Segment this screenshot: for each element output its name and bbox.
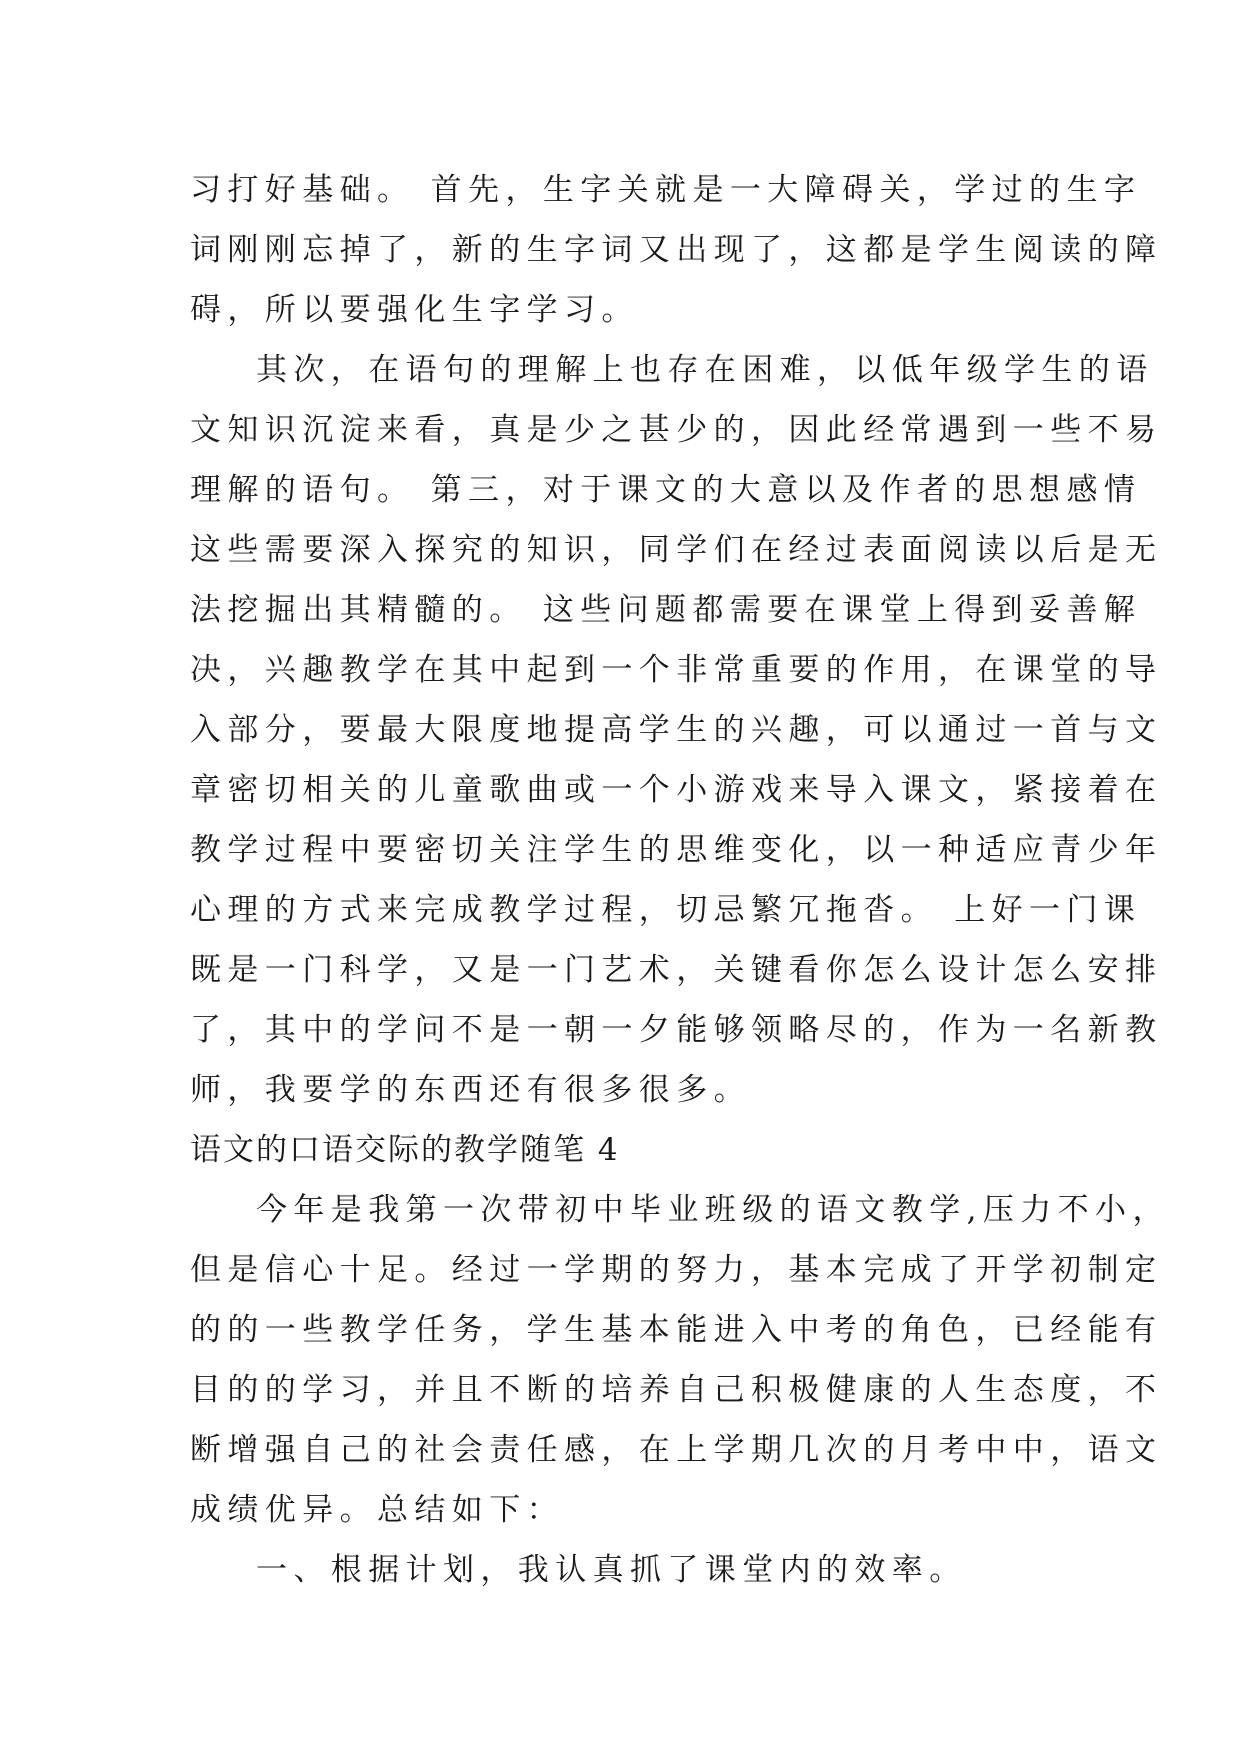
section-heading: 语文的口语交际的教学随笔 4 — [190, 1132, 620, 1168]
paragraph-start-line: 一、根据计划，我认真抓了课堂内的效率。 — [256, 1552, 967, 1588]
text-line: 法挖掘出其精髓的。 这些问题都需要在课堂上得到妥善解 — [190, 592, 1142, 628]
text-line: 的的一些教学任务，学生基本能进入中考的角色，已经能有 — [190, 1312, 1163, 1348]
text-line: 习打好基础。 首先，生字关就是一大障碍关，学过的生字 — [190, 172, 1142, 208]
paragraph-start-line: 其次，在语句的理解上也存在困难，以低年级学生的语 — [256, 352, 1154, 388]
text-line: 断增强自己的社会责任感，在上学期几次的月考中中，语文 — [190, 1432, 1163, 1468]
text-line: 文知识沉淀来看，真是少之甚少的，因此经常遇到一些不易 — [190, 412, 1163, 448]
paragraph-start-line: 今年是我第一次带初中毕业班级的语文教学,压力不小， — [256, 1192, 1170, 1228]
text-line: 教学过程中要密切关注学生的思维变化，以一种适应青少年 — [190, 832, 1163, 868]
text-line: 心理的方式来完成教学过程，切忌繁冗拖沓。 上好一门课 — [190, 892, 1142, 928]
text-line: 目的的学习，并且不断的培养自己积极健康的人生态度，不 — [190, 1372, 1163, 1408]
text-line: 师，我要学的东西还有很多很多。 — [190, 1072, 751, 1108]
text-line: 碍，所以要强化生字学习。 — [190, 292, 639, 328]
text-line: 既是一门科学，又是一门艺术，关键看你怎么设计怎么安排 — [190, 952, 1163, 988]
text-line: 了，其中的学问不是一朝一夕能够领略尽的，作为一名新教 — [190, 1012, 1163, 1048]
text-line: 成绩优异。总结如下： — [190, 1492, 564, 1528]
text-line: 理解的语句。 第三，对于课文的大意以及作者的思想感情 — [190, 472, 1142, 508]
text-line: 但是信心十足。经过一学期的努力，基本完成了开学初制定 — [190, 1252, 1163, 1288]
text-line: 这些需要深入探究的知识，同学们在经过表面阅读以后是无 — [190, 532, 1163, 568]
text-line: 决，兴趣教学在其中起到一个非常重要的作用，在课堂的导 — [190, 652, 1163, 688]
text-line: 入部分，要最大限度地提高学生的兴趣，可以通过一首与文 — [190, 712, 1163, 748]
text-line: 章密切相关的儿童歌曲或一个小游戏来导入课文，紧接着在 — [190, 772, 1163, 808]
text-line: 词刚刚忘掉了，新的生字词又出现了，这都是学生阅读的障 — [190, 232, 1163, 268]
document-body — [190, 160, 1170, 1600]
